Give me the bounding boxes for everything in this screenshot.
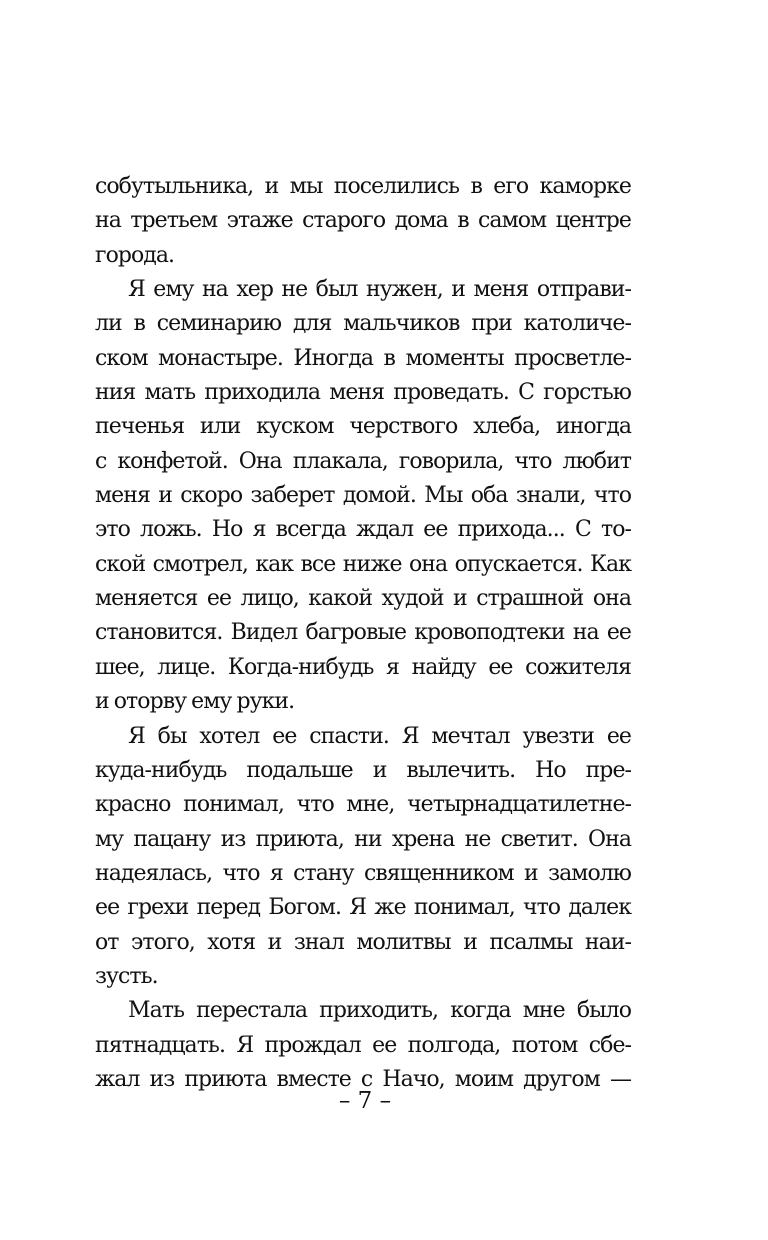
text-line: становится. Видел багровые кровоподтеки на ее [95, 620, 631, 646]
text-line: красно понимал, что мне, четырнадцатилетне- [95, 792, 631, 818]
text-line: на третьем этаже старого дома в самом центре [95, 208, 631, 234]
text-line: Мать перестала приходить, когда мне было [128, 998, 631, 1024]
text-line: меняется ее лицо, какой худой и страшной она [95, 586, 631, 612]
paragraph [95, 273, 631, 719]
text-line: от этого, хотя и знал молитвы и псалмы наи- [95, 929, 631, 955]
text-line: Я ему на хер не был нужен, и меня отправи- [128, 277, 631, 303]
paragraph [95, 720, 631, 995]
text-line: и оторву ему руки. [95, 689, 295, 715]
text-line: надеялась, что я стану священником и замолю [95, 860, 631, 886]
paragraph [95, 994, 631, 1097]
text-line: пятнадцать. Я прождал ее полгода, потом сбе- [95, 1032, 631, 1058]
text-line: куда-нибудь подальше и вылечить. Но пре- [95, 757, 631, 783]
text-line: это ложь. Но я всегда ждал ее прихода... С то- [95, 517, 631, 543]
text-line: ния мать приходила меня проведать. С горстью [95, 380, 631, 406]
text-line: му пацану из приюта, ни хрена не светит. Она [95, 826, 631, 852]
text-line: меня и скоро заберет домой. Мы оба знали, что [95, 483, 631, 509]
text-line: зусть. [95, 963, 158, 989]
text-line: ее грехи перед Богом. Я же понимал, что далек [95, 895, 631, 921]
body-text [95, 170, 631, 1097]
text-line: с конфетой. Она плакала, говорила, что любит [95, 448, 631, 474]
text-line: Я бы хотел ее спасти. Я мечтал увезти ее [128, 723, 631, 749]
page-number: – 7 – [338, 1088, 392, 1114]
text-line: печенья или куском черствого хлеба, иногда [95, 414, 631, 440]
text-line: жал из приюта вместе с Начо, моим другом — [95, 1066, 631, 1092]
text-line: города. [95, 242, 175, 268]
paragraph [95, 170, 631, 273]
text-line: ли в семинарию для мальчиков при католиче- [95, 311, 631, 337]
text-line: ском монастыре. Иногда в моменты просветле- [95, 345, 631, 371]
text-line: шее, лице. Когда-нибудь я найду ее сожителя [95, 654, 631, 680]
text-line: собутыльника, и мы поселились в его каморке [95, 174, 631, 199]
text-line: ской смотрел, как все ниже она опускается. Как [95, 551, 631, 577]
